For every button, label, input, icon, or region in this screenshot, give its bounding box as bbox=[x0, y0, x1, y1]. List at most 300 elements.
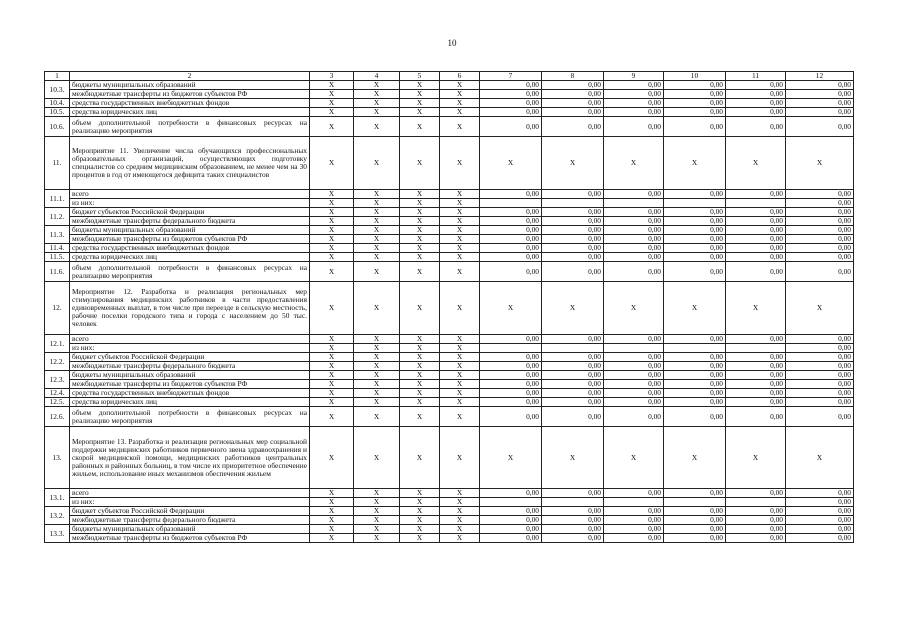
value-cell: 0,00 bbox=[726, 244, 786, 253]
row-number: 12.2. bbox=[45, 353, 70, 371]
row-description: средства юридических лиц bbox=[70, 253, 310, 262]
row-description: средства государственных внебюджетных фондов bbox=[70, 99, 310, 108]
value-cell: X bbox=[440, 190, 480, 199]
value-cell: X bbox=[440, 353, 480, 362]
table-row bbox=[45, 380, 854, 389]
value-cell: X bbox=[354, 407, 400, 427]
value-cell bbox=[542, 199, 604, 208]
table-row bbox=[45, 199, 854, 208]
row-description: бюджеты муниципальных образований bbox=[70, 525, 310, 534]
value-cell: 0,00 bbox=[786, 489, 854, 498]
row-description: объем дополнительной потребности в финансовых ресурсах на реализацию мероприятия bbox=[70, 262, 310, 282]
value-cell: 0,00 bbox=[726, 226, 786, 235]
value-cell bbox=[542, 498, 604, 507]
value-cell: 0,00 bbox=[786, 81, 854, 90]
value-cell: 0,00 bbox=[542, 217, 604, 226]
row-number: 10.3. bbox=[45, 81, 70, 99]
value-cell: 0,00 bbox=[664, 262, 726, 282]
value-cell: 0,00 bbox=[480, 99, 542, 108]
value-cell: 0,00 bbox=[664, 525, 726, 534]
value-cell: X bbox=[310, 81, 354, 90]
value-cell: 0,00 bbox=[480, 90, 542, 99]
value-cell: X bbox=[400, 90, 440, 99]
value-cell: X bbox=[354, 525, 400, 534]
value-cell bbox=[726, 498, 786, 507]
row-number: 12.4. bbox=[45, 389, 70, 398]
header-cell: 1 bbox=[45, 72, 70, 81]
table-row bbox=[45, 371, 854, 380]
value-cell: X bbox=[310, 282, 354, 335]
row-number: 12.3. bbox=[45, 371, 70, 389]
value-cell: 0,00 bbox=[786, 380, 854, 389]
value-cell: X bbox=[310, 90, 354, 99]
value-cell: 0,00 bbox=[726, 90, 786, 99]
value-cell: X bbox=[480, 427, 542, 489]
value-cell: X bbox=[354, 498, 400, 507]
value-cell: 0,00 bbox=[604, 398, 664, 407]
row-description: Мероприятие 12. Разработка и реализация региональных мер стимулирования медицинских работников в части предоставления единовременных выплат, в том числе при переезде в сельскую местность, рабочие поселки городского типа и города с населением до 50 тыс. человек bbox=[70, 282, 310, 335]
value-cell: X bbox=[786, 137, 854, 190]
table-row bbox=[45, 99, 854, 108]
value-cell: 0,00 bbox=[786, 534, 854, 543]
value-cell: X bbox=[310, 389, 354, 398]
value-cell: 0,00 bbox=[786, 407, 854, 427]
row-number: 10.5. bbox=[45, 108, 70, 117]
table-row bbox=[45, 362, 854, 371]
value-cell: X bbox=[354, 282, 400, 335]
table-body bbox=[45, 72, 854, 543]
value-cell: 0,00 bbox=[542, 253, 604, 262]
value-cell: 0,00 bbox=[664, 534, 726, 543]
value-cell: 0,00 bbox=[480, 407, 542, 427]
value-cell: 0,00 bbox=[664, 371, 726, 380]
header-cell: 10 bbox=[664, 72, 726, 81]
value-cell: X bbox=[354, 353, 400, 362]
value-cell: X bbox=[310, 226, 354, 235]
value-cell: 0,00 bbox=[786, 117, 854, 137]
header-cell: 11 bbox=[726, 72, 786, 81]
value-cell: X bbox=[310, 262, 354, 282]
value-cell: 0,00 bbox=[542, 362, 604, 371]
value-cell: 0,00 bbox=[726, 108, 786, 117]
row-description: бюджеты муниципальных образований bbox=[70, 81, 310, 90]
value-cell: X bbox=[400, 117, 440, 137]
value-cell: X bbox=[440, 407, 480, 427]
value-cell: 0,00 bbox=[542, 117, 604, 137]
value-cell: 0,00 bbox=[604, 534, 664, 543]
value-cell: X bbox=[310, 137, 354, 190]
value-cell: 0,00 bbox=[480, 226, 542, 235]
value-cell: 0,00 bbox=[664, 353, 726, 362]
value-cell: X bbox=[310, 335, 354, 344]
value-cell: X bbox=[440, 507, 480, 516]
value-cell: 0,00 bbox=[542, 81, 604, 90]
value-cell: 0,00 bbox=[480, 507, 542, 516]
value-cell: X bbox=[354, 534, 400, 543]
value-cell: X bbox=[354, 137, 400, 190]
row-description: средства государственных внебюджетных фондов bbox=[70, 389, 310, 398]
value-cell: 0,00 bbox=[604, 335, 664, 344]
value-cell: X bbox=[440, 208, 480, 217]
value-cell: 0,00 bbox=[604, 389, 664, 398]
table-row bbox=[45, 117, 854, 137]
row-description: из них: bbox=[70, 344, 310, 353]
value-cell: X bbox=[354, 244, 400, 253]
value-cell: X bbox=[310, 427, 354, 489]
value-cell: 0,00 bbox=[480, 190, 542, 199]
value-cell: 0,00 bbox=[604, 371, 664, 380]
value-cell: X bbox=[354, 344, 400, 353]
row-description: всего bbox=[70, 489, 310, 498]
value-cell: 0,00 bbox=[664, 335, 726, 344]
value-cell: X bbox=[440, 489, 480, 498]
value-cell: 0,00 bbox=[664, 108, 726, 117]
table-row bbox=[45, 498, 854, 507]
value-cell: 0,00 bbox=[480, 81, 542, 90]
value-cell: 0,00 bbox=[480, 353, 542, 362]
table-row bbox=[45, 108, 854, 117]
value-cell: X bbox=[354, 226, 400, 235]
value-cell: X bbox=[310, 525, 354, 534]
header-cell: 9 bbox=[604, 72, 664, 81]
value-cell: X bbox=[400, 507, 440, 516]
value-cell: X bbox=[354, 199, 400, 208]
value-cell: X bbox=[310, 380, 354, 389]
value-cell: X bbox=[310, 498, 354, 507]
value-cell bbox=[604, 199, 664, 208]
value-cell: X bbox=[354, 389, 400, 398]
value-cell: X bbox=[354, 262, 400, 282]
value-cell: X bbox=[354, 335, 400, 344]
value-cell: 0,00 bbox=[604, 117, 664, 137]
value-cell: X bbox=[440, 525, 480, 534]
row-number: 11.6. bbox=[45, 262, 70, 282]
value-cell: X bbox=[310, 371, 354, 380]
value-cell: X bbox=[542, 427, 604, 489]
value-cell: X bbox=[440, 99, 480, 108]
value-cell: X bbox=[400, 190, 440, 199]
value-cell: X bbox=[400, 235, 440, 244]
value-cell: X bbox=[440, 108, 480, 117]
value-cell: X bbox=[440, 235, 480, 244]
value-cell: X bbox=[310, 507, 354, 516]
header-cell: 12 bbox=[786, 72, 854, 81]
value-cell: X bbox=[354, 235, 400, 244]
value-cell: 0,00 bbox=[786, 507, 854, 516]
value-cell: 0,00 bbox=[542, 507, 604, 516]
value-cell: X bbox=[664, 282, 726, 335]
table-row bbox=[45, 235, 854, 244]
value-cell: X bbox=[440, 380, 480, 389]
value-cell: 0,00 bbox=[604, 253, 664, 262]
value-cell: 0,00 bbox=[786, 262, 854, 282]
value-cell: X bbox=[354, 190, 400, 199]
value-cell: X bbox=[400, 81, 440, 90]
value-cell: 0,00 bbox=[604, 108, 664, 117]
value-cell: X bbox=[542, 282, 604, 335]
value-cell: 0,00 bbox=[786, 362, 854, 371]
value-cell: 0,00 bbox=[786, 226, 854, 235]
value-cell: X bbox=[440, 498, 480, 507]
value-cell: X bbox=[440, 253, 480, 262]
value-cell: 0,00 bbox=[604, 507, 664, 516]
row-number: 11.1. bbox=[45, 190, 70, 208]
value-cell: 0,00 bbox=[542, 489, 604, 498]
value-cell bbox=[664, 344, 726, 353]
row-description: бюджет субъектов Российской Федерации bbox=[70, 208, 310, 217]
value-cell: X bbox=[400, 516, 440, 525]
value-cell: 0,00 bbox=[786, 253, 854, 262]
row-number: 12.6. bbox=[45, 407, 70, 427]
value-cell: X bbox=[726, 282, 786, 335]
value-cell: 0,00 bbox=[542, 190, 604, 199]
value-cell: 0,00 bbox=[664, 389, 726, 398]
value-cell: X bbox=[440, 335, 480, 344]
value-cell: X bbox=[400, 362, 440, 371]
value-cell: X bbox=[400, 489, 440, 498]
value-cell: 0,00 bbox=[726, 525, 786, 534]
value-cell: X bbox=[400, 371, 440, 380]
value-cell: 0,00 bbox=[664, 489, 726, 498]
value-cell: 0,00 bbox=[542, 108, 604, 117]
value-cell: 0,00 bbox=[726, 217, 786, 226]
value-cell: 0,00 bbox=[786, 353, 854, 362]
value-cell: 0,00 bbox=[786, 199, 854, 208]
value-cell: X bbox=[354, 380, 400, 389]
value-cell: X bbox=[310, 407, 354, 427]
value-cell: 0,00 bbox=[480, 117, 542, 137]
table-row bbox=[45, 407, 854, 427]
value-cell: 0,00 bbox=[786, 371, 854, 380]
row-description: объем дополнительной потребности в финансовых ресурсах на реализацию мероприятия bbox=[70, 117, 310, 137]
value-cell: 0,00 bbox=[480, 208, 542, 217]
value-cell: 0,00 bbox=[604, 226, 664, 235]
value-cell: 0,00 bbox=[480, 489, 542, 498]
header-cell: 8 bbox=[542, 72, 604, 81]
value-cell: X bbox=[310, 108, 354, 117]
value-cell: 0,00 bbox=[786, 335, 854, 344]
value-cell: X bbox=[400, 398, 440, 407]
value-cell: 0,00 bbox=[542, 99, 604, 108]
row-description: межбюджетные трансферты из бюджетов субъектов РФ bbox=[70, 90, 310, 99]
value-cell: 0,00 bbox=[726, 81, 786, 90]
table-row bbox=[45, 137, 854, 190]
row-description: всего bbox=[70, 190, 310, 199]
value-cell: X bbox=[400, 199, 440, 208]
value-cell: 0,00 bbox=[664, 380, 726, 389]
table-row bbox=[45, 226, 854, 235]
value-cell: 0,00 bbox=[480, 398, 542, 407]
row-number: 10.6. bbox=[45, 117, 70, 137]
header-cell: 5 bbox=[400, 72, 440, 81]
value-cell: X bbox=[400, 389, 440, 398]
value-cell: 0,00 bbox=[726, 507, 786, 516]
value-cell: X bbox=[310, 117, 354, 137]
row-description: всего bbox=[70, 335, 310, 344]
value-cell: 0,00 bbox=[664, 208, 726, 217]
value-cell: X bbox=[440, 81, 480, 90]
value-cell: X bbox=[664, 137, 726, 190]
value-cell bbox=[664, 498, 726, 507]
value-cell: X bbox=[310, 344, 354, 353]
value-cell: 0,00 bbox=[786, 190, 854, 199]
value-cell: 0,00 bbox=[604, 353, 664, 362]
value-cell: 0,00 bbox=[726, 407, 786, 427]
row-description: межбюджетные трансферты из бюджетов субъектов РФ bbox=[70, 380, 310, 389]
value-cell: X bbox=[440, 244, 480, 253]
value-cell: 0,00 bbox=[786, 344, 854, 353]
value-cell: 0,00 bbox=[786, 108, 854, 117]
row-number: 13.2. bbox=[45, 507, 70, 525]
value-cell: 0,00 bbox=[664, 81, 726, 90]
value-cell: 0,00 bbox=[726, 262, 786, 282]
value-cell: X bbox=[440, 389, 480, 398]
value-cell: X bbox=[440, 226, 480, 235]
value-cell: X bbox=[440, 90, 480, 99]
row-description: межбюджетные трансферты из бюджетов субъектов РФ bbox=[70, 534, 310, 543]
value-cell: 0,00 bbox=[604, 244, 664, 253]
row-number: 11. bbox=[45, 137, 70, 190]
value-cell: X bbox=[400, 244, 440, 253]
value-cell: 0,00 bbox=[786, 208, 854, 217]
row-number: 11.2. bbox=[45, 208, 70, 226]
value-cell: 0,00 bbox=[726, 190, 786, 199]
row-description: из них: bbox=[70, 199, 310, 208]
table-row bbox=[45, 489, 854, 498]
value-cell: X bbox=[400, 534, 440, 543]
value-cell: X bbox=[310, 208, 354, 217]
value-cell: 0,00 bbox=[786, 217, 854, 226]
value-cell: X bbox=[354, 371, 400, 380]
value-cell: X bbox=[786, 427, 854, 489]
table-row bbox=[45, 389, 854, 398]
value-cell: 0,00 bbox=[726, 371, 786, 380]
page-number: 10 bbox=[447, 38, 457, 48]
value-cell: 0,00 bbox=[604, 362, 664, 371]
value-cell: X bbox=[440, 344, 480, 353]
value-cell: X bbox=[354, 253, 400, 262]
value-cell: 0,00 bbox=[726, 253, 786, 262]
value-cell: 0,00 bbox=[480, 380, 542, 389]
row-description: средства юридических лиц bbox=[70, 108, 310, 117]
value-cell: X bbox=[310, 190, 354, 199]
value-cell: 0,00 bbox=[726, 534, 786, 543]
value-cell: 0,00 bbox=[542, 525, 604, 534]
row-number: 13.1. bbox=[45, 489, 70, 507]
value-cell: X bbox=[400, 380, 440, 389]
row-number: 13. bbox=[45, 427, 70, 489]
value-cell: X bbox=[310, 362, 354, 371]
row-description: межбюджетные трансферты федерального бюджета bbox=[70, 516, 310, 525]
row-number: 11.4. bbox=[45, 244, 70, 253]
value-cell: 0,00 bbox=[664, 253, 726, 262]
header-cell: 7 bbox=[480, 72, 542, 81]
value-cell: X bbox=[354, 516, 400, 525]
value-cell: X bbox=[400, 108, 440, 117]
row-number: 12.1. bbox=[45, 335, 70, 353]
value-cell: 0,00 bbox=[726, 235, 786, 244]
value-cell: X bbox=[310, 398, 354, 407]
table-row bbox=[45, 208, 854, 217]
value-cell: 0,00 bbox=[726, 353, 786, 362]
value-cell: 0,00 bbox=[786, 525, 854, 534]
value-cell: X bbox=[440, 398, 480, 407]
value-cell: X bbox=[440, 371, 480, 380]
value-cell: 0,00 bbox=[604, 489, 664, 498]
value-cell: X bbox=[440, 534, 480, 543]
value-cell: 0,00 bbox=[726, 516, 786, 525]
table-row bbox=[45, 516, 854, 525]
value-cell bbox=[542, 344, 604, 353]
value-cell: 0,00 bbox=[604, 217, 664, 226]
budget-table bbox=[44, 71, 854, 543]
table-row bbox=[45, 190, 854, 199]
value-cell: 0,00 bbox=[726, 380, 786, 389]
value-cell: 0,00 bbox=[604, 516, 664, 525]
value-cell: X bbox=[354, 81, 400, 90]
value-cell: 0,00 bbox=[726, 489, 786, 498]
value-cell: 0,00 bbox=[542, 534, 604, 543]
header-row bbox=[45, 72, 854, 81]
value-cell: 0,00 bbox=[664, 235, 726, 244]
value-cell: X bbox=[354, 362, 400, 371]
value-cell: X bbox=[310, 99, 354, 108]
value-cell: 0,00 bbox=[604, 407, 664, 427]
value-cell: 0,00 bbox=[480, 253, 542, 262]
value-cell: X bbox=[354, 427, 400, 489]
value-cell: 0,00 bbox=[604, 262, 664, 282]
value-cell: X bbox=[310, 217, 354, 226]
value-cell: X bbox=[440, 217, 480, 226]
value-cell: 0,00 bbox=[480, 108, 542, 117]
value-cell: 0,00 bbox=[480, 262, 542, 282]
value-cell: 0,00 bbox=[786, 235, 854, 244]
value-cell: X bbox=[440, 199, 480, 208]
value-cell: X bbox=[400, 137, 440, 190]
value-cell bbox=[664, 199, 726, 208]
table-row bbox=[45, 90, 854, 99]
value-cell bbox=[726, 199, 786, 208]
value-cell: X bbox=[480, 137, 542, 190]
value-cell: 0,00 bbox=[542, 371, 604, 380]
value-cell: X bbox=[310, 244, 354, 253]
value-cell bbox=[604, 498, 664, 507]
value-cell: X bbox=[440, 262, 480, 282]
value-cell: 0,00 bbox=[480, 534, 542, 543]
table-row bbox=[45, 262, 854, 282]
value-cell: 0,00 bbox=[542, 90, 604, 99]
value-cell: 0,00 bbox=[542, 244, 604, 253]
value-cell: X bbox=[354, 489, 400, 498]
header-cell: 2 bbox=[70, 72, 310, 81]
value-cell: X bbox=[400, 498, 440, 507]
value-cell: 0,00 bbox=[786, 90, 854, 99]
value-cell: X bbox=[354, 117, 400, 137]
value-cell: X bbox=[400, 217, 440, 226]
value-cell: X bbox=[440, 516, 480, 525]
value-cell: 0,00 bbox=[664, 217, 726, 226]
value-cell: 0,00 bbox=[604, 208, 664, 217]
row-description: Мероприятие 13. Разработка и реализация региональных мер социальной поддержки медицинских работников первичного звена здравоохранения и скорой медицинской помощи, медицинских работников центральных районных и районных больниц, в том числе их приоритетное обеспечение жильем, использование иных механизмов обеспечения жильем bbox=[70, 427, 310, 489]
table-row bbox=[45, 525, 854, 534]
table-row bbox=[45, 344, 854, 353]
table-row bbox=[45, 217, 854, 226]
value-cell: X bbox=[786, 282, 854, 335]
table-row bbox=[45, 244, 854, 253]
value-cell: X bbox=[400, 407, 440, 427]
table-row bbox=[45, 353, 854, 362]
row-description: бюджеты муниципальных образований bbox=[70, 226, 310, 235]
